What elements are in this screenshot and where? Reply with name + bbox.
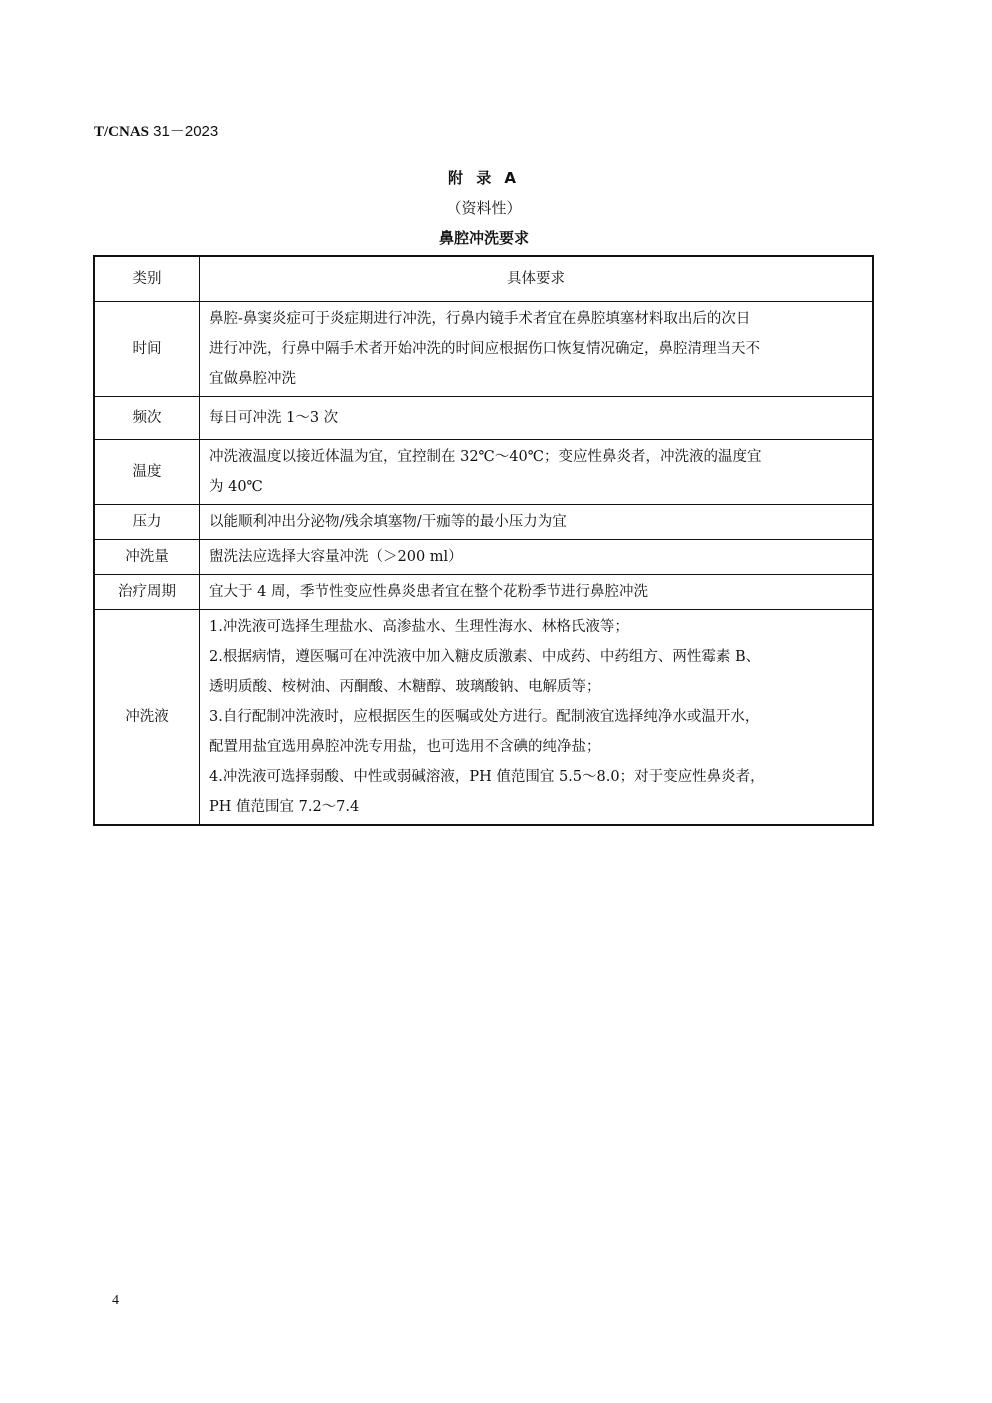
standard-number: 31－2023 (149, 123, 219, 140)
row-requirement (200, 397, 874, 440)
document-code (94, 120, 218, 141)
appendix-title: 附 录 A (447, 169, 521, 187)
table-header-row (94, 256, 873, 302)
requirement-line: 进行冲洗，行鼻中隔手术者开始冲洗的时间应根据伤口恢复情况确定，鼻腔清理当天不 (209, 341, 760, 357)
table-title: 鼻腔冲洗要求 (438, 229, 529, 247)
row-category: 频次 (94, 397, 200, 440)
row-category: 时间 (94, 302, 200, 397)
row-requirement (200, 610, 874, 826)
row-category: 冲洗量 (94, 540, 200, 575)
column-header-requirements: 具体要求 (200, 256, 874, 302)
requirement-line: 4.冲洗液可选择弱酸、中性或弱碱溶液，PH 值范围宜 5.5～8.0；对于变应性鼻炎者， (209, 769, 765, 785)
table-row (94, 397, 873, 440)
requirement-line: 2.根据病情，遵医嘱可在冲洗液中加入糖皮质激素、中成药、中药组方、两性霉素 B、 (209, 649, 761, 665)
row-category: 冲洗液 (94, 610, 200, 826)
requirement-line: PH 值范围宜 7.2～7.4 (209, 799, 360, 815)
row-requirement (200, 440, 874, 505)
column-header-category: 类别 (94, 256, 200, 302)
page-number: 4 (112, 1293, 119, 1308)
requirement-line: 鼻腔-鼻窦炎症可于炎症期进行冲洗，行鼻内镜手术者宜在鼻腔填塞材料取出后的次日 (209, 311, 751, 327)
requirement-line: 盥洗法应选择大容量冲洗（＞200 ml） (209, 549, 463, 565)
row-category: 温度 (94, 440, 200, 505)
row-category: 压力 (94, 505, 200, 540)
table-row (94, 505, 873, 540)
requirements-table (93, 255, 874, 826)
row-requirement (200, 302, 874, 397)
row-requirement (200, 540, 874, 575)
row-requirement (200, 575, 874, 610)
table-row (94, 575, 873, 610)
requirement-line: 透明质酸、桉树油、丙酮酸、木糖醇、玻璃酸钠、电解质等； (209, 679, 601, 695)
table-row (94, 440, 873, 505)
requirement-line: 宜做鼻腔冲洗 (209, 371, 296, 387)
requirement-line: 3.自行配制冲洗液时，应根据医生的医嘱或处方进行。配制液宜选择纯净水或温开水， (209, 709, 760, 725)
requirement-line: 配置用盐宜选用鼻腔冲洗专用盐，也可选用不含碘的纯净盐； (209, 739, 601, 755)
row-category: 治疗周期 (94, 575, 200, 610)
requirement-line: 以能顺利冲出分泌物/残余填塞物/干痂等的最小压力为宜 (209, 514, 567, 530)
appendix-subtitle: （资料性） (446, 199, 522, 217)
table-row (94, 540, 873, 575)
requirement-line: 宜大于 4 周，季节性变应性鼻炎患者宜在整个花粉季节进行鼻腔冲洗 (209, 584, 648, 600)
table-row (94, 302, 873, 397)
requirement-line: 1.冲洗液可选择生理盐水、高渗盐水、生理性海水、林格氏液等； (209, 619, 629, 635)
standard-prefix: T/CNAS (94, 124, 150, 140)
requirement-line: 冲洗液温度以接近体温为宜，宜控制在 32℃～40℃；变应性鼻炎者，冲洗液的温度宜 (209, 449, 762, 465)
requirement-line: 为 40℃ (209, 479, 263, 495)
requirement-line: 每日可冲洗 1～3 次 (209, 410, 339, 426)
row-requirement (200, 505, 874, 540)
table-row (94, 610, 873, 826)
